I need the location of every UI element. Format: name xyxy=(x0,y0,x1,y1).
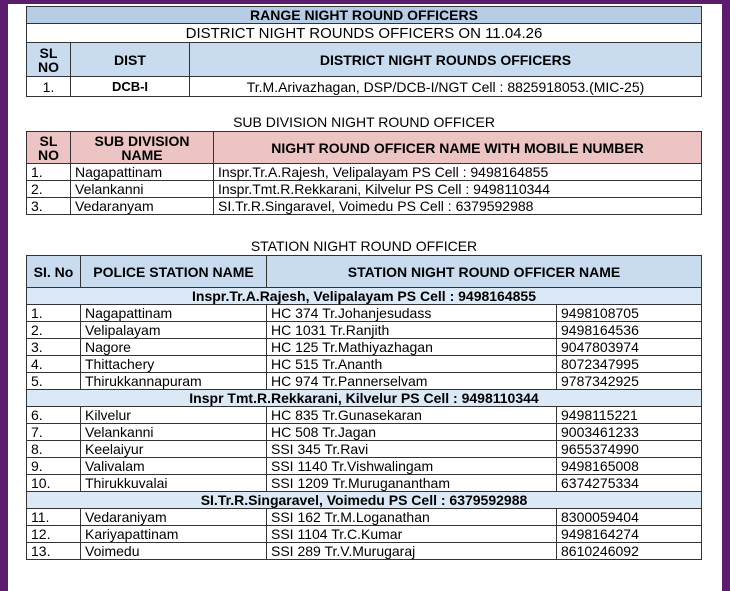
station-header-ps: POLICE STATION NAME xyxy=(81,256,267,288)
station-officer: SSI 1140 Tr.Vishwalingam xyxy=(267,458,557,475)
station-sl: 11. xyxy=(27,509,81,526)
district-row-sl: 1. xyxy=(27,77,71,97)
station-mobile: 9498108705 xyxy=(557,305,702,322)
district-row-dist: DCB-I xyxy=(71,77,190,97)
station-officer: HC 374 Tr.Johanjesudass xyxy=(267,305,557,322)
night-rounds-sheet xyxy=(26,6,702,560)
station-sl: 7. xyxy=(27,424,81,441)
district-header-dist: DIST xyxy=(71,43,190,77)
table-row xyxy=(27,543,702,560)
station-ps: Kilvelur xyxy=(81,407,267,424)
station-sl: 4. xyxy=(27,356,81,373)
station-mobile: 9498164536 xyxy=(557,322,702,339)
station-mobile: 9498164274 xyxy=(557,526,702,543)
station-mobile: 9655374990 xyxy=(557,441,702,458)
station-officer: SSI 1104 Tr.C.Kumar xyxy=(267,526,557,543)
subdivision-name: Nagapattinam xyxy=(71,164,214,181)
station-header-officer: STATION NIGHT ROUND OFFICER NAME xyxy=(267,256,702,288)
subdivision-title: SUB DIVISION NIGHT ROUND OFFICER xyxy=(233,114,495,130)
station-table xyxy=(26,237,702,560)
station-mobile: 6374275334 xyxy=(557,475,702,492)
table-row xyxy=(27,475,702,492)
table-row xyxy=(27,458,702,475)
station-mobile: 9498115221 xyxy=(557,407,702,424)
station-officer: HC 515 Tr.Ananth xyxy=(267,356,557,373)
station-officer: HC 835 Tr.Gunasekaran xyxy=(267,407,557,424)
station-sl: 3. xyxy=(27,339,81,356)
frame-top-border xyxy=(0,0,730,4)
station-ps: Keelaiyur xyxy=(81,441,267,458)
table-row xyxy=(27,198,702,215)
station-officer: HC 125 Tr.Mathiyazhagan xyxy=(267,339,557,356)
station-sl: 9. xyxy=(27,458,81,475)
station-officer: SSI 345 Tr.Ravi xyxy=(267,441,557,458)
table-row xyxy=(27,164,702,181)
subdivision-officer: SI.Tr.R.Singaravel, Voimedu PS Cell : 6379592988 xyxy=(214,198,702,215)
station-ps: Kariyapattinam xyxy=(81,526,267,543)
subdivision-header-sl: SL NO xyxy=(27,132,71,164)
station-mobile: 9787342925 xyxy=(557,373,702,390)
district-row-officer: Tr.M.Arivazhagan, DSP/DCB-I/NGT Cell : 8825918053.(MIC-25) xyxy=(190,77,702,97)
subdivision-officer: Inspr.Tr.A.Rajesh, Velipalayam PS Cell : 9498164855 xyxy=(214,164,702,181)
station-officer: HC 508 Tr.Jagan xyxy=(267,424,557,441)
station-ps: Velipalayam xyxy=(81,322,267,339)
station-mobile: 8300059404 xyxy=(557,509,702,526)
table-row xyxy=(27,526,702,543)
station-officer: SSI 1209 Tr.Muruganantham xyxy=(267,475,557,492)
station-group-heading: Inspr.Tr.A.Rajesh, Velipalayam PS Cell : 9498164855 xyxy=(27,288,702,305)
station-sl: 8. xyxy=(27,441,81,458)
station-ps: Thittachery xyxy=(81,356,267,373)
station-group-heading: Inspr Tmt.R.Rekkarani, Kilvelur PS Cell : 9498110344 xyxy=(27,390,702,407)
station-ps: Voimedu xyxy=(81,543,267,560)
station-mobile: 8610246092 xyxy=(557,543,702,560)
station-sl: 2. xyxy=(27,322,81,339)
subdivision-header-name: SUB DIVISION NAME xyxy=(71,132,214,164)
station-officer: HC 1031 Tr.Ranjith xyxy=(267,322,557,339)
table-row xyxy=(27,356,702,373)
station-sl: 10. xyxy=(27,475,81,492)
range-title: RANGE NIGHT ROUND OFFICERS xyxy=(27,7,702,24)
station-ps: Thirukkannapuram xyxy=(81,373,267,390)
table-row xyxy=(27,509,702,526)
station-mobile: 8072347995 xyxy=(557,356,702,373)
table-row xyxy=(27,181,702,198)
frame-left-border xyxy=(0,0,8,591)
table-row xyxy=(27,407,702,424)
station-officer: SSI 289 Tr.V.Murugaraj xyxy=(267,543,557,560)
station-ps: Thirukkuvalai xyxy=(81,475,267,492)
table-row xyxy=(27,424,702,441)
table-row xyxy=(27,441,702,458)
station-sl: 5. xyxy=(27,373,81,390)
subdivision-table xyxy=(26,113,702,215)
district-header-officers: DISTRICT NIGHT ROUNDS OFFICERS xyxy=(190,43,702,77)
station-ps: Vedaraniyam xyxy=(81,509,267,526)
subdivision-sl: 1. xyxy=(27,164,71,181)
subdivision-sl: 2. xyxy=(27,181,71,198)
station-title: STATION NIGHT ROUND OFFICER xyxy=(250,238,478,254)
station-sl: 12. xyxy=(27,526,81,543)
table-row xyxy=(27,305,702,322)
frame-right-border xyxy=(722,0,730,591)
station-mobile: 9047803974 xyxy=(557,339,702,356)
station-sl: 6. xyxy=(27,407,81,424)
table-row xyxy=(27,339,702,356)
station-officer: SSI 162 Tr.M.Loganathan xyxy=(267,509,557,526)
station-group-heading: SI.Tr.R.Singaravel, Voimedu PS Cell : 6379592988 xyxy=(27,492,702,509)
table-row xyxy=(27,373,702,390)
station-sl: 13. xyxy=(27,543,81,560)
district-table xyxy=(26,6,702,97)
station-ps: Valivalam xyxy=(81,458,267,475)
subdivision-header-officer: NIGHT ROUND OFFICER NAME WITH MOBILE NUMBER xyxy=(214,132,702,164)
station-mobile: 9498165008 xyxy=(557,458,702,475)
table-row xyxy=(27,322,702,339)
station-header-sl: SI. No xyxy=(27,256,81,288)
station-ps: Velankanni xyxy=(81,424,267,441)
district-title: DISTRICT NIGHT ROUNDS OFFICERS ON 11.04.26 xyxy=(27,24,702,43)
subdivision-sl: 3. xyxy=(27,198,71,215)
district-header-sl: SL NO xyxy=(27,43,71,77)
subdivision-name: Velankanni xyxy=(71,181,214,198)
station-ps: Nagore xyxy=(81,339,267,356)
station-sl: 1. xyxy=(27,305,81,322)
subdivision-name: Vedaranyam xyxy=(71,198,214,215)
station-mobile: 9003461233 xyxy=(557,424,702,441)
station-ps: Nagapattinam xyxy=(81,305,267,322)
station-officer: HC 974 Tr.Pannerselvam xyxy=(267,373,557,390)
subdivision-officer: Inspr.Tmt.R.Rekkarani, Kilvelur PS Cell : 9498110344 xyxy=(214,181,702,198)
